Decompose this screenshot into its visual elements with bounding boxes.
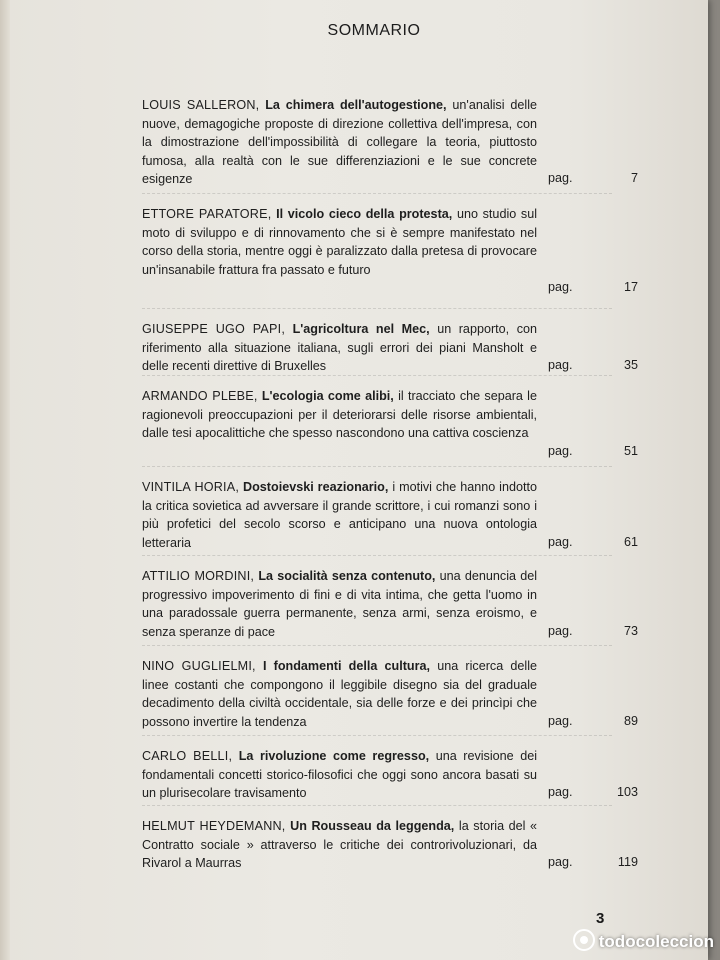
- toc-page-label: pag.: [548, 855, 573, 870]
- toc-author: CARLO BELLI,: [142, 749, 233, 763]
- toc-author: HELMUT HEYDEMANN,: [142, 819, 286, 833]
- toc-entry: [142, 387, 537, 443]
- watermark-text: todocoleccion: [598, 932, 714, 951]
- toc-title: La socialità senza contenuto,: [258, 569, 436, 583]
- toc-entry: [142, 567, 537, 641]
- toc-title: Dostoievski reazionario,: [243, 480, 389, 494]
- toc-title: Il vicolo cieco della protesta,: [276, 207, 453, 221]
- toc-page-number: 17: [623, 280, 638, 295]
- toc-page-number: 119: [617, 855, 638, 870]
- toc-description: una denuncia del progressivo impoverimento di fini e di vita intima, che getta l'uomo in una paradossale guerra permanente, senza armi, senza eroismo, e senza speranze di pace: [142, 569, 538, 639]
- toc-author: GIUSEPPE UGO PAPI,: [142, 322, 286, 336]
- toc-page-ref: [548, 280, 638, 294]
- toc-entry: [142, 478, 537, 552]
- toc-title: La chimera dell'autogestione,: [265, 98, 447, 112]
- toc-page-ref: [548, 855, 638, 869]
- toc-title: L'ecologia come alibi,: [261, 389, 394, 403]
- toc-page-label: pag.: [548, 534, 573, 549]
- toc-author: VINTILA HORIA,: [142, 480, 240, 494]
- page-number: 3: [596, 910, 605, 927]
- toc-page-number: 35: [623, 358, 638, 373]
- toc-page-ref: [548, 171, 638, 185]
- toc-page-ref: [548, 535, 638, 549]
- entry-divider: [142, 735, 612, 736]
- entry-divider: [142, 555, 612, 556]
- entry-divider: [142, 645, 612, 646]
- toc-title: La rivoluzione come regresso,: [238, 749, 430, 763]
- toc-description: un rapporto, con riferimento alla situazione italiana, sugli errori dei piani Mansholt e delle recenti direttive di Bruxelles: [142, 322, 537, 374]
- toc-entry: [142, 817, 537, 873]
- toc-description: i motivi che hanno indotto la critica sovietica ad avversare il grande scrittore, i cui romanzi sono i più profetici del secolo scorso e anticipano una nuova ontologia letteraria: [142, 480, 537, 550]
- toc-page-ref: [548, 785, 638, 799]
- toc-page-label: pag.: [548, 623, 573, 638]
- toc-entry: [142, 747, 537, 803]
- toc-page-number: 103: [616, 785, 638, 800]
- toc-author: ETTORE PARATORE,: [142, 207, 272, 221]
- toc-author: NINO GUGLIELMI,: [142, 659, 256, 673]
- toc-page-number: 61: [623, 534, 638, 549]
- toc-description: la storia del « Contratto sociale » attraverso le critiche dei controrivoluzionari, da Rivarol a Maurras: [142, 819, 538, 871]
- entry-divider: [142, 805, 612, 806]
- toc-title: Un Rousseau da leggenda,: [290, 819, 455, 833]
- toc-page-label: pag.: [548, 713, 573, 728]
- toc-author: ATTILIO MORDINI,: [142, 569, 255, 583]
- entry-divider: [142, 375, 612, 376]
- toc-page-label: pag.: [548, 785, 573, 800]
- toc-page-number: 51: [623, 443, 638, 458]
- page-title: SOMMARIO: [327, 22, 421, 39]
- page-edge: [0, 0, 10, 960]
- entry-divider: [142, 193, 612, 194]
- toc-author: LOUIS SALLERON,: [142, 98, 260, 112]
- toc-page-ref: [548, 624, 638, 638]
- toc-description: uno studio sul moto di sviluppo e di rinnovamento che si è sempre manifestato nel corso della storia, mentre oggi è paralizzato dalla pretesa di provocare un'insanabile frattura fra passato e futuro: [142, 207, 538, 277]
- entry-divider: [142, 466, 612, 467]
- toc-description: una ricerca delle linee costanti che compongono il leggibile disegno sia del graduale decadimento della civiltà occidentale, sia delle forze e dei princìpi che possono invertire la tendenza: [142, 659, 538, 729]
- toc-title: L'agricoltura nel Mec,: [292, 322, 430, 336]
- toc-author: ARMANDO PLEBE,: [142, 389, 258, 403]
- watermark: [573, 929, 714, 952]
- toc-entry: [142, 96, 537, 189]
- toc-page-label: pag.: [548, 443, 573, 458]
- toc-page-label: pag.: [548, 358, 573, 373]
- watermark-logo-icon: [573, 929, 595, 951]
- toc-page-ref: [548, 358, 638, 372]
- toc-description: il tracciato che separa le ragionevoli preoccupazioni per il deteriorarsi delle risorse ambientali, dalle tesi apocalittiche che spesso nascondono una cattiva coscienza: [142, 389, 537, 441]
- toc-page-ref: [548, 714, 638, 728]
- toc-entry: [142, 205, 537, 279]
- toc-page-number: 7: [630, 171, 638, 186]
- toc-page-ref: [548, 444, 638, 458]
- toc-page-number: 89: [623, 713, 638, 728]
- toc-description: una revisione dei fondamentali concetti storico-filosofici che oggi sono ancora basati su un plurisecolare travisamento: [142, 749, 538, 801]
- toc-title: I fondamenti della cultura,: [262, 659, 431, 673]
- toc-entry: [142, 657, 537, 731]
- toc-page-label: pag.: [548, 280, 573, 295]
- entry-divider: [142, 308, 612, 309]
- toc-entry: [142, 320, 537, 376]
- toc-description: un'analisi delle nuove, demagogiche proposte di direzione collettiva dell'impresa, con la dimostrazione dell'impossibilità di collegare la teoria, piuttosto fumosa, alla realtà con le sue differenziazioni e le sue concrete esigenze: [142, 98, 537, 187]
- toc-page-label: pag.: [548, 171, 573, 186]
- toc-page-number: 73: [623, 623, 638, 638]
